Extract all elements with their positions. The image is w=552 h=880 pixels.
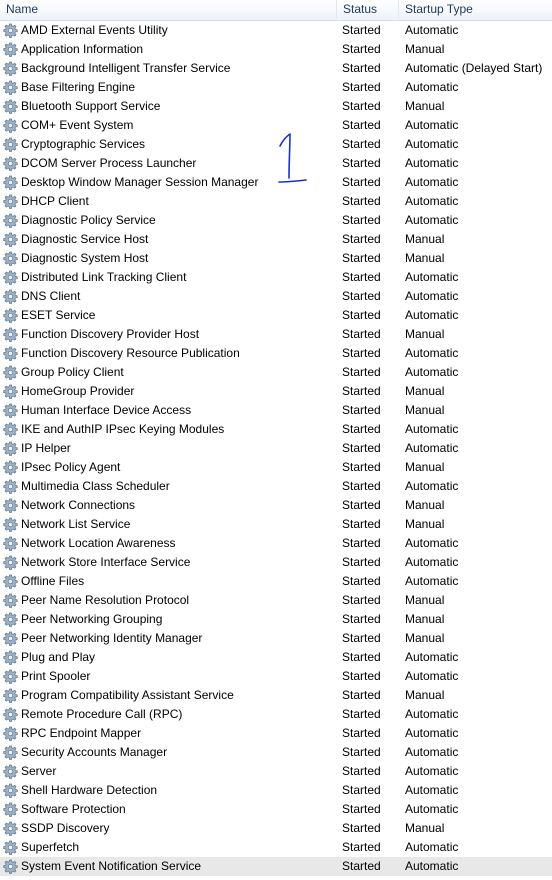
- service-name: HomeGroup Provider: [21, 384, 135, 398]
- service-startup-type: Automatic: [405, 213, 459, 227]
- service-status: Started: [342, 403, 381, 417]
- service-name: Application Information: [21, 42, 144, 56]
- service-startup-type: Manual: [405, 327, 445, 341]
- service-status: Started: [342, 802, 381, 816]
- service-status: Started: [342, 99, 381, 113]
- service-startup-type: Automatic: [405, 194, 459, 208]
- service-name: Server: [21, 764, 57, 778]
- service-name: Remote Procedure Call (RPC): [21, 707, 183, 721]
- service-row[interactable]: [0, 591, 552, 610]
- gear-icon: [3, 840, 18, 855]
- service-name: Base Filtering Engine: [21, 80, 136, 94]
- gear-icon: [3, 745, 18, 760]
- service-name: Function Discovery Provider Host: [21, 327, 200, 341]
- column-header-name[interactable]: Name: [0, 0, 337, 19]
- service-startup-type: Manual: [405, 593, 445, 607]
- service-row[interactable]: [0, 572, 552, 591]
- service-name: Peer Networking Identity Manager: [21, 631, 203, 645]
- service-startup-type: Automatic: [405, 859, 459, 873]
- gear-icon: [3, 327, 18, 342]
- gear-icon: [3, 688, 18, 703]
- service-startup-type: Automatic: [405, 726, 459, 740]
- service-row[interactable]: [0, 762, 552, 781]
- service-status: Started: [342, 707, 381, 721]
- service-status: Started: [342, 270, 381, 284]
- service-name: Peer Name Resolution Protocol: [21, 593, 190, 607]
- service-row[interactable]: [0, 325, 552, 344]
- gear-icon: [3, 175, 18, 190]
- service-name: Network Connections: [21, 498, 136, 512]
- gear-icon: [3, 194, 18, 209]
- service-startup-type: Automatic: [405, 346, 459, 360]
- service-status: Started: [342, 156, 381, 170]
- service-row[interactable]: [0, 800, 552, 819]
- gear-icon: [3, 156, 18, 171]
- gear-icon: [3, 441, 18, 456]
- service-name: Distributed Link Tracking Client: [21, 270, 187, 284]
- service-row[interactable]: [0, 553, 552, 572]
- service-name: Cryptographic Services: [21, 137, 146, 151]
- service-row[interactable]: [0, 420, 552, 439]
- service-status: Started: [342, 517, 381, 531]
- service-row[interactable]: [0, 287, 552, 306]
- service-status: Started: [342, 42, 381, 56]
- service-name: Program Compatibility Assistant Service: [21, 688, 234, 702]
- service-name: COM+ Event System: [21, 118, 134, 132]
- service-name: Bluetooth Support Service: [21, 99, 161, 113]
- service-name: IKE and AuthIP IPsec Keying Modules: [21, 422, 225, 436]
- service-row[interactable]: [0, 230, 552, 249]
- gear-icon: [3, 270, 18, 285]
- service-status: Started: [342, 498, 381, 512]
- gear-icon: [3, 517, 18, 532]
- service-name: Print Spooler: [21, 669, 91, 683]
- service-status: Started: [342, 327, 381, 341]
- service-startup-type: Automatic: [405, 422, 459, 436]
- gear-icon: [3, 593, 18, 608]
- service-startup-type: Manual: [405, 251, 445, 265]
- service-name: Security Accounts Manager: [21, 745, 168, 759]
- service-row[interactable]: [0, 382, 552, 401]
- service-name: System Event Notification Service: [21, 859, 202, 873]
- service-row[interactable]: [0, 686, 552, 705]
- gear-icon: [3, 422, 18, 437]
- service-status: Started: [342, 118, 381, 132]
- service-row[interactable]: [0, 648, 552, 667]
- service-name: IPsec Policy Agent: [21, 460, 121, 474]
- service-status: Started: [342, 479, 381, 493]
- service-row[interactable]: [0, 458, 552, 477]
- service-name: Superfetch: [21, 840, 80, 854]
- service-startup-type: Automatic: [405, 840, 459, 854]
- service-row[interactable]: [0, 477, 552, 496]
- gear-icon: [3, 650, 18, 665]
- service-row[interactable]: [0, 363, 552, 382]
- gear-icon: [3, 460, 18, 475]
- service-status: Started: [342, 365, 381, 379]
- service-status: Started: [342, 764, 381, 778]
- service-startup-type: Manual: [405, 99, 445, 113]
- gear-icon: [3, 555, 18, 570]
- service-startup-type: Automatic: [405, 650, 459, 664]
- column-header-status[interactable]: Status: [337, 0, 399, 19]
- gear-icon: [3, 612, 18, 627]
- service-startup-type: Automatic: [405, 669, 459, 683]
- service-startup-type: Automatic: [405, 707, 459, 721]
- service-name: Network Store Interface Service: [21, 555, 191, 569]
- service-row[interactable]: [0, 705, 552, 724]
- gear-icon: [3, 289, 18, 304]
- gear-icon: [3, 80, 18, 95]
- gear-icon: [3, 346, 18, 361]
- gear-icon: [3, 707, 18, 722]
- service-status: Started: [342, 726, 381, 740]
- service-name: Multimedia Class Scheduler: [21, 479, 170, 493]
- gear-icon: [3, 859, 18, 874]
- service-row[interactable]: [0, 192, 552, 211]
- service-startup-type: Automatic: [405, 289, 459, 303]
- service-name: Diagnostic Policy Service: [21, 213, 156, 227]
- service-name: Diagnostic Service Host: [21, 232, 149, 246]
- service-name: AMD External Events Utility: [21, 23, 168, 37]
- service-row[interactable]: [0, 724, 552, 743]
- service-name: Network Location Awareness: [21, 536, 176, 550]
- gear-icon: [3, 669, 18, 684]
- gear-icon: [3, 365, 18, 380]
- service-status: Started: [342, 631, 381, 645]
- service-status: Started: [342, 612, 381, 626]
- service-name: Desktop Window Manager Session Manager: [21, 175, 259, 189]
- service-startup-type: Automatic: [405, 270, 459, 284]
- service-status: Started: [342, 384, 381, 398]
- service-row[interactable]: [0, 781, 552, 800]
- service-row[interactable]: [0, 97, 552, 116]
- service-row[interactable]: [0, 496, 552, 515]
- service-name: Function Discovery Resource Publication: [21, 346, 240, 360]
- gear-icon: [3, 631, 18, 646]
- service-status: Started: [342, 137, 381, 151]
- service-startup-type: Automatic (Delayed Start): [405, 61, 543, 75]
- service-name: DNS Client: [21, 289, 81, 303]
- service-status: Started: [342, 175, 381, 189]
- service-startup-type: Automatic: [405, 764, 459, 778]
- service-startup-type: Automatic: [405, 175, 459, 189]
- service-status: Started: [342, 745, 381, 759]
- gear-icon: [3, 403, 18, 418]
- service-name: Software Protection: [21, 802, 126, 816]
- service-startup-type: Automatic: [405, 118, 459, 132]
- service-startup-type: Automatic: [405, 156, 459, 170]
- service-status: Started: [342, 555, 381, 569]
- service-row[interactable]: [0, 667, 552, 686]
- service-status: Started: [342, 536, 381, 550]
- service-startup-type: Manual: [405, 821, 445, 835]
- service-status: Started: [342, 289, 381, 303]
- service-startup-type: Automatic: [405, 365, 459, 379]
- service-name: DHCP Client: [21, 194, 89, 208]
- service-row[interactable]: [0, 306, 552, 325]
- gear-icon: [3, 213, 18, 228]
- service-startup-type: Manual: [405, 232, 445, 246]
- service-status: Started: [342, 232, 381, 246]
- service-row[interactable]: [0, 439, 552, 458]
- service-status: Started: [342, 460, 381, 474]
- service-startup-type: Automatic: [405, 137, 459, 151]
- service-name: SSDP Discovery: [21, 821, 110, 835]
- column-header-row: [0, 0, 552, 21]
- gear-icon: [3, 574, 18, 589]
- gear-icon: [3, 498, 18, 513]
- service-status: Started: [342, 251, 381, 265]
- service-row[interactable]: [0, 857, 552, 876]
- gear-icon: [3, 251, 18, 266]
- service-status: Started: [342, 669, 381, 683]
- gear-icon: [3, 23, 18, 38]
- service-row[interactable]: [0, 743, 552, 762]
- service-row[interactable]: [0, 629, 552, 648]
- service-name: IP Helper: [21, 441, 71, 455]
- service-startup-type: Manual: [405, 688, 445, 702]
- column-header-startup-type[interactable]: Startup Type: [405, 2, 473, 16]
- service-startup-type: Manual: [405, 612, 445, 626]
- service-name: Plug and Play: [21, 650, 96, 664]
- service-status: Started: [342, 688, 381, 702]
- service-row[interactable]: [0, 268, 552, 287]
- service-row[interactable]: [0, 21, 552, 40]
- service-startup-type: Automatic: [405, 441, 459, 455]
- service-startup-type: Manual: [405, 384, 445, 398]
- service-name: RPC Endpoint Mapper: [21, 726, 142, 740]
- service-startup-type: Automatic: [405, 80, 459, 94]
- service-startup-type: Manual: [405, 631, 445, 645]
- service-status: Started: [342, 23, 381, 37]
- service-startup-type: Automatic: [405, 536, 459, 550]
- service-status: Started: [342, 821, 381, 835]
- service-row[interactable]: [0, 211, 552, 230]
- service-status: Started: [342, 441, 381, 455]
- service-status: Started: [342, 194, 381, 208]
- gear-icon: [3, 308, 18, 323]
- service-row[interactable]: [0, 515, 552, 534]
- service-name: Network List Service: [21, 517, 131, 531]
- gear-icon: [3, 479, 18, 494]
- gear-icon: [3, 42, 18, 57]
- gear-icon: [3, 726, 18, 741]
- service-row[interactable]: [0, 610, 552, 629]
- service-name: Peer Networking Grouping: [21, 612, 163, 626]
- gear-icon: [3, 764, 18, 779]
- service-status: Started: [342, 422, 381, 436]
- service-name: Shell Hardware Detection: [21, 783, 158, 797]
- service-status: Started: [342, 859, 381, 873]
- service-row[interactable]: [0, 838, 552, 857]
- service-startup-type: Automatic: [405, 308, 459, 322]
- service-status: Started: [342, 80, 381, 94]
- gear-icon: [3, 802, 18, 817]
- service-row[interactable]: [0, 249, 552, 268]
- service-startup-type: Automatic: [405, 783, 459, 797]
- service-status: Started: [342, 308, 381, 322]
- service-row[interactable]: [0, 534, 552, 553]
- gear-icon: [3, 232, 18, 247]
- service-name: ESET Service: [21, 308, 96, 322]
- service-name: Human Interface Device Access: [21, 403, 192, 417]
- gear-icon: [3, 137, 18, 152]
- service-row[interactable]: [0, 40, 552, 59]
- service-status: Started: [342, 593, 381, 607]
- service-status: Started: [342, 650, 381, 664]
- gear-icon: [3, 783, 18, 798]
- handwritten-annotation-icon: [270, 130, 320, 190]
- service-name: Diagnostic System Host: [21, 251, 149, 265]
- service-row[interactable]: [0, 59, 552, 78]
- service-startup-type: Manual: [405, 42, 445, 56]
- gear-icon: [3, 99, 18, 114]
- service-startup-type: Automatic: [405, 802, 459, 816]
- service-startup-type: Automatic: [405, 23, 459, 37]
- service-startup-type: Manual: [405, 403, 445, 417]
- gear-icon: [3, 384, 18, 399]
- gear-icon: [3, 61, 18, 76]
- service-status: Started: [342, 783, 381, 797]
- service-startup-type: Automatic: [405, 745, 459, 759]
- service-startup-type: Manual: [405, 460, 445, 474]
- service-startup-type: Automatic: [405, 555, 459, 569]
- service-row[interactable]: [0, 78, 552, 97]
- service-startup-type: Manual: [405, 498, 445, 512]
- service-startup-type: Automatic: [405, 479, 459, 493]
- service-name: Background Intelligent Transfer Service: [21, 61, 231, 75]
- gear-icon: [3, 821, 18, 836]
- gear-icon: [3, 118, 18, 133]
- service-status: Started: [342, 213, 381, 227]
- service-startup-type: Automatic: [405, 574, 459, 588]
- service-name: DCOM Server Process Launcher: [21, 156, 197, 170]
- service-row[interactable]: [0, 819, 552, 838]
- service-row[interactable]: [0, 344, 552, 363]
- service-status: Started: [342, 840, 381, 854]
- gear-icon: [3, 536, 18, 551]
- service-startup-type: Manual: [405, 517, 445, 531]
- service-row[interactable]: [0, 401, 552, 420]
- service-name: Group Policy Client: [21, 365, 124, 379]
- service-name: Offline Files: [21, 574, 85, 588]
- service-status: Started: [342, 346, 381, 360]
- service-status: Started: [342, 61, 381, 75]
- service-status: Started: [342, 574, 381, 588]
